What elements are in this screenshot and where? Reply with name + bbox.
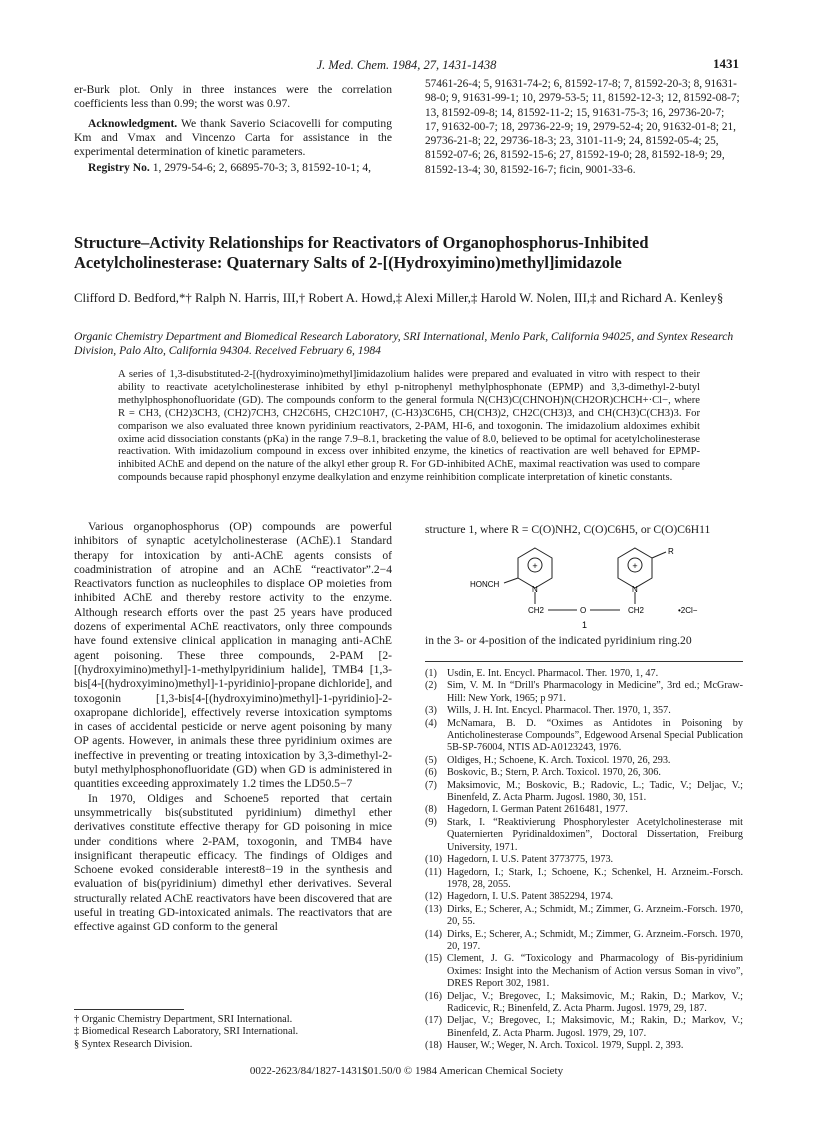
body-paragraph-1: Various organophosphorus (OP) compounds are powerful inhibitors of synaptic acetylcholinesterase (AChE).1 Standard therapy for intoxication by anti-AChE agents consists of coadministration of atropine and an AChE “reactivator”.2−4 Reactivators function as nucleophiles to displace OP moieties from inhibited AChE and thereby restore activity to the enzyme. Although research efforts over the past 25 years have produced dozens of experimental AChE reactivators, only three compounds have found extensive clinical application in managing anti-AChE agent poisoning. These three compounds, 2-PAM [2-[(hydroxyimino)methyl]-1-methylpyridinium halide], TMB4 [1,3-bis[4-[(hydroxyimino)methyl]-1-pyridinio]-propane dichloride], and toxogonin [1,3-bis[4-[(hydroxyimino)methyl]-1-pyridinio]-2-oxapropane dichloride], effectively reverse intoxication symptoms in cases of accidental pesticide or nerve agent poisoning by many OP agents. However, in animals these three pyridinium oximes are ineffective in preventing or treating intoxication by 3,3-dimethyl-2-butyl methylphosphonofluoridate (GD) when GD is administered in quantities exceeding approximately 1.2 times the LD50.5−7 bbox=[74, 520, 392, 791]
right-plus-sign: + bbox=[632, 561, 638, 571]
reference-number: (9) bbox=[425, 816, 437, 828]
abstract: A series of 1,3-disubstituted-2-[(hydroxyimino)methyl]imidazolium halides were prepared and evaluated in vitro with respect to their ability to reactivate acetylcholinesterase inhibited by ethyl p-nitrophenyl methylphosphonate (EPMP) and 3,3-dimethyl-2-butyl methylphosphonofluoridate (GD). The compounds conform to the general formula N(CH3)C(CHNOH)N(CH2OR)CHCH+·Cl−, where R = CH3, (CH2)3CH3, (CH2)7CH3, CH2C6H5, CH2C10H7, (C-H3)3C6H5, CH(CH3)2, CH2C(CH3)3, and CH(CH3)C(CH3)3. For comparison we also evaluated three known pyridinium reactivators, 2-PAM, HI-6, and toxogonin. The imidazolium aldoximes exhibit oxime acid dissociation constants (pKa) in the range 7.9–8.1, bracketing the value of 8.0, believed to be optimal for acetylcholinesterase reactivation. With imidazolium compound in excess over inhibited enzyme, the kinetics of reactivation are well behaved for EPMP-inhibited AChE and depend on the nature of the alkyl ether group R. For GD-inhibited AChE, maximal reactivation was used to compare compounds because rapid phosphonyl enzyme dealkylation and enzyme reinhibition complicate interpretation of kinetic constants. bbox=[118, 369, 700, 484]
footnotes bbox=[74, 1014, 392, 1051]
reference-text: Hagedorn, I.; Stark, I.; Schoene, K.; Schenkel, H. Arzneim.-Forsch. 1978, 28, 2055. bbox=[447, 866, 743, 890]
reference-text: Stark, I. “Reaktivierung Phosphorylester Acetylcholinesterase mit Quaternierten Pyridinaldoximen”, Doctoral Dissertation, Freiburg University, 1971. bbox=[447, 816, 743, 853]
reference-item bbox=[425, 1015, 743, 1040]
reference-item bbox=[425, 718, 743, 755]
compound-number: 1 bbox=[582, 620, 588, 630]
body-left-column bbox=[74, 520, 392, 935]
page-number: 1431 bbox=[713, 56, 739, 71]
footnote-divider bbox=[74, 1009, 184, 1010]
counterion-label: •2Cl− bbox=[678, 606, 698, 615]
acknowledgment-heading: Acknowledgment. bbox=[88, 116, 178, 130]
reference-number: (10) bbox=[425, 854, 442, 866]
reference-item bbox=[425, 780, 743, 805]
reference-number: (1) bbox=[425, 668, 437, 679]
reference-number: (3) bbox=[425, 705, 437, 717]
reference-number: (5) bbox=[425, 754, 437, 766]
structure-caption: structure 1, where R = C(O)NH2, C(O)C6H5, or C(O)C6H11 bbox=[425, 523, 711, 536]
reference-item bbox=[425, 867, 743, 892]
reference-number: (11) bbox=[425, 866, 442, 878]
reference-text: Deljac, V.; Bregovec, I.; Maksimovic, M.; Rakin, D.; Markov, V.; Binenfeld, Z. Acta Pharm. Jugosl. 1979, 29, 107. bbox=[447, 1015, 743, 1039]
reference-text: Dirks, E.; Scherer, A.; Schmidt, M.; Zimmer, G. Arzneim.-Forsch. 1970, 20, 55. bbox=[447, 903, 743, 928]
ether-oxygen-label: O bbox=[580, 606, 587, 615]
previous-article-text: er-Burk plot. Only in three instances were the correlation coefficients less than 0.99; the worst was 0.97. bbox=[74, 83, 392, 111]
previous-article-left-column bbox=[74, 83, 392, 176]
footnote: ‡ Biomedical Research Laboratory, SRI International. bbox=[74, 1026, 299, 1038]
reference-list bbox=[425, 668, 743, 1053]
structure-after-text: in the 3- or 4-position of the indicated pyridinium ring.20 bbox=[425, 634, 692, 647]
left-plus-sign: + bbox=[532, 561, 538, 571]
reference-item bbox=[425, 891, 743, 903]
reference-text: Dirks, E.; Scherer, A.; Schmidt, M.; Zimmer, G. Arzneim.-Forsch. 1970, 20, 197. bbox=[447, 928, 743, 952]
left-ring-nitrogen: N bbox=[532, 585, 538, 594]
reference-number: (12) bbox=[425, 891, 442, 903]
right-ch2-label: CH2 bbox=[628, 606, 645, 615]
article-title: Structure–Activity Relationships for Reactivators of Organophosphorus-Inhibited Acetylcholinesterase: Quaternary Salts of 2-[(Hydroxyimino)methyl]imidazole bbox=[74, 233, 649, 272]
reference-item bbox=[425, 1040, 743, 1052]
reference-number: (13) bbox=[425, 903, 442, 915]
reference-item bbox=[425, 929, 743, 954]
oxime-bond bbox=[504, 578, 518, 583]
reference-item bbox=[425, 804, 743, 816]
reference-item bbox=[425, 854, 743, 866]
registry-right-column: 57461-26-4; 5, 91631-74-2; 6, 81592-17-8; 7, 81592-20-3; 8, 91631-98-0; 9, 91631-99-1; 10, 2979-53-5; 11, 81592-12-3; 12, 81592-08-7; 13, 81592-09-8; 14, 81592-11-2; 15, 91631-75-3; 16, 29736-20-7; 17, 91632-00-7; 18, 29736-22-9; 19, 2979-52-4; 20, 91632-01-8; 21, 29736-21-8; 22, 29736-18-3; 23, 3101-11-9; 24, 81592-05-4; 25, 81592-07-6; 26, 81592-15-6; 27, 81592-19-0; 28, 81592-18-9; 29, 81592-13-4; 30, 81592-16-7; ficin, 9001-33-6. bbox=[425, 78, 740, 176]
reference-text: Boskovic, B.; Stern, P. Arch. Toxicol. 1970, 26, 306. bbox=[447, 767, 661, 779]
acknowledgment bbox=[74, 117, 392, 160]
reference-text: McNamara, B. D. “Oximes as Antidotes in Poisoning by Anticholinesterase Compounds”, Edgewood Arsenal Special Publication 5B-SP-76004, NTIS AD-A0123243, 1976. bbox=[447, 717, 743, 754]
reference-item bbox=[425, 755, 743, 767]
reference-text: Wills, J. H. Int. Encycl. Pharmacol. Ther. 1970, 1, 357. bbox=[447, 705, 671, 717]
acknowledgment-text: We thank Saverio Sciacovelli for computing Km and Vmax and Vincenzo Carta for assistance in the experimental determination of kinetic parameters. bbox=[74, 116, 392, 159]
r-group-label: R bbox=[668, 547, 674, 556]
reference-item bbox=[425, 991, 743, 1016]
reference-item bbox=[425, 680, 743, 705]
author-list: Clifford D. Bedford,*† Ralph N. Harris, III,† Robert A. Howd,‡ Alexi Miller,‡ Harold W. Nolen, III,‡ and Richard A. Kenley§ bbox=[74, 291, 724, 305]
reference-item bbox=[425, 904, 743, 929]
reference-text: Sim, V. M. In “Drill's Pharmacology in Medicine”, 3rd ed.; McGraw-Hill: New York, 1965; p 971. bbox=[447, 680, 743, 704]
reference-text: Hagedorn, I. German Patent 2616481, 1977. bbox=[447, 804, 628, 816]
reference-number: (17) bbox=[425, 1015, 442, 1027]
reference-item bbox=[425, 817, 743, 854]
reference-text: Usdin, E. Int. Encycl. Pharmacol. Ther. 1970, 1, 47. bbox=[447, 668, 659, 679]
reference-number: (18) bbox=[425, 1040, 442, 1052]
running-header: J. Med. Chem. 1984, 27, 1431-1438 bbox=[316, 58, 497, 72]
r-substituent-bond bbox=[652, 552, 666, 558]
reference-number: (6) bbox=[425, 767, 437, 779]
reference-item bbox=[425, 668, 743, 680]
reference-text: Hagedorn, I. U.S. Patent 3852294, 1974. bbox=[447, 891, 614, 903]
references-divider bbox=[425, 661, 743, 662]
reference-number: (16) bbox=[425, 990, 442, 1002]
oxime-label: HONCH bbox=[470, 580, 500, 589]
right-ring-nitrogen: N bbox=[632, 585, 638, 594]
affiliation: Organic Chemistry Department and Biomedical Research Laboratory, SRI International, Menlo Park, California 94025, and Syntex Research Division, Palo Alto, California 94304. Received February 6, 1984 bbox=[74, 330, 734, 357]
footnote: † Organic Chemistry Department, SRI International. bbox=[74, 1014, 293, 1025]
reference-number: (14) bbox=[425, 928, 442, 940]
reference-text: Clement, J. G. “Toxicology and Pharmacology of Bis-pyridinium Oximes: Insight into the Mechanism of Action versus Soman in vivo”, DRES Report 302, 1981. bbox=[447, 953, 743, 990]
reference-text: Hagedorn, I. U.S. Patent 3773775, 1973. bbox=[447, 854, 614, 866]
footnote: § Syntex Research Division. bbox=[74, 1038, 193, 1050]
reference-text: Maksimovic, M.; Boskovic, B.; Radovic, L.; Tadic, V.; Deljac, V.; Binenfeld, Z. Acta Pharm. Jugosl. 1980, 30, 151. bbox=[447, 779, 743, 804]
registry-left-text: 1, 2979-54-6; 2, 66895-70-3; 3, 81592-10-1; 4, bbox=[149, 161, 372, 175]
registry-numbers bbox=[74, 161, 392, 175]
page-footer: 0022-2623/84/1827-1431$01.50/0 © 1984 American Chemical Society bbox=[249, 1065, 564, 1077]
reference-item bbox=[425, 953, 743, 990]
reference-number: (7) bbox=[425, 779, 437, 791]
body-paragraph-2: In 1970, Oldiges and Schoene5 reported that certain unsymmetrically bis(substituted pyridinium) dimethyl ether derivatives constitute effective therapy for GD poisoning in mice under conditions where 2-PAM, toxogonin, and TMB4 have insignificant therapeutic efficacy. The findings of Oldiges and Schoene evoked considerable interest8−19 in the synthesis and evaluation of bis(pyridinium) dimethyl ether derivatives. Several structurally related AChE reactivators have been discovered that are useful in treating GD-intoxicated animals. The reactivators that are effective against GD conform to the general bbox=[74, 791, 392, 934]
reference-item bbox=[425, 767, 743, 779]
reference-number: (4) bbox=[425, 717, 437, 729]
structure-1-diagram bbox=[440, 540, 730, 630]
reference-text: Hauser, W.; Weger, N. Arch. Toxicol. 1979, Suppl. 2, 393. bbox=[447, 1040, 684, 1052]
reference-number: (15) bbox=[425, 953, 442, 965]
reference-text: Oldiges, H.; Schoene, K. Arch. Toxicol. 1970, 26, 293. bbox=[447, 754, 671, 766]
reference-item bbox=[425, 705, 743, 717]
reference-number: (2) bbox=[425, 680, 437, 692]
reference-number: (8) bbox=[425, 804, 437, 816]
registry-heading: Registry No. bbox=[88, 161, 150, 175]
reference-text: Deljac, V.; Bregovec, I.; Maksimovic, M.; Rakin, D.; Markov, V.; Radicevic, R.; Binenfeld, Z. Acta Pharm. Jugosl. 1979, 29, 187. bbox=[447, 990, 743, 1014]
left-ch2-label: CH2 bbox=[528, 606, 545, 615]
